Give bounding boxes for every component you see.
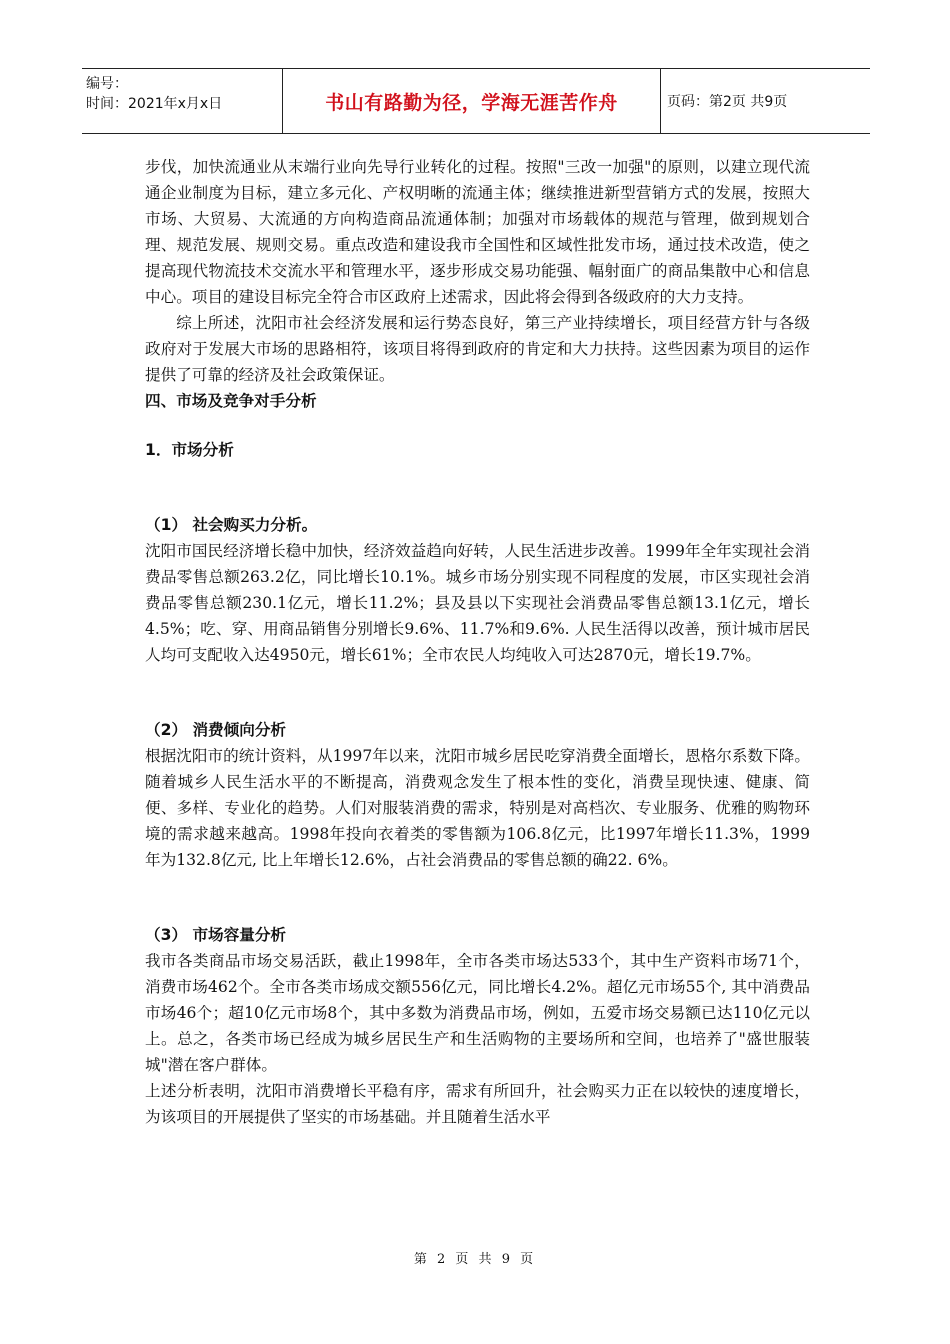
page-footer-number: 第 2 页 共 9 页 [413,1252,537,1267]
document-body [145,154,810,1130]
header-meta-cell [82,69,283,133]
header-motto: 书山有路勤为径，学海无涯苦作舟 [283,69,661,133]
paragraph-consumption-tendency: 根据沈阳市的统计资料，从1997年以来，沈阳市城乡居民吃穿消费全面增长，恩格尔系数下降。随着城乡人民生活水平的不断提高，消费观念发生了根本性的变化，消费呈现快速、健康、简便、多样、专业化的趋势。人们对服装消费的需求，特别是对高档次、专业服务、优雅的购物环境的需求越来越高。1998年投向衣着类的零售额为106.8亿元，比1997年增长11.3%，1999年为132.8亿元, 比上年增长12.6%，占社会消费品的零售总额的确22. 6%。 [145,747,810,869]
document-header [82,68,870,134]
document-date: 时间：2021年x月x日 [86,96,223,112]
header-page-code: 页码：第2页 共9页 [667,94,788,110]
paragraph-conclusion: 上述分析表明，沈阳市消费增长平稳有序，需求有所回升，社会购买力正在以较快的速度增长，为该项目的开展提供了坚实的市场基础。并且随着生活水平 [145,1082,810,1126]
paragraph-purchasing-power: 沈阳市国民经济增长稳中加快，经济效益趋向好转，人民生活进步改善。1999年全年实现社会消费品零售总额263.2亿，同比增长10.1%。城乡市场分别实现不同程度的发展，市区实现社会消费品零售总额230.1亿元，增长11.2%；县及县以下实现社会消费品零售总额13.1亿元，增长4.5%；吃、穿、用商品销售分别增长9.6%、11.7%和9.6%. 人民生活得以改善，预计城市居民人均可支配收入达4950元，增长61%；全市农民人均纯收入可达2870元，增长19.7%。 [145,542,810,664]
item-heading-purchasing-power: （1） 社会购买力分析。 [145,516,318,534]
section-heading-market-competition: 四、市场及竞争对手分析 [145,392,317,410]
item-heading-market-capacity: （3） 市场容量分析 [145,926,287,944]
item-heading-consumption-tendency: （2） 消费倾向分析 [145,721,287,739]
document-number-label: 编号： [86,76,128,92]
subsection-heading-market-analysis: 1．市场分析 [145,441,234,459]
paragraph-market-capacity: 我市各类商品市场交易活跃，截止1998年，全市各类市场达533个，其中生产资料市场71个，消费市场462个。全市各类市场成交额556亿元，同比增长4.2%。超亿元市场55个, 其中消费品市场46个；超10亿元市场8个，其中多数为消费品市场，例如，五爱市场交易额已达110亿元以上。总之，各类市场已经成为城乡居民生产和生活购物的主要场所和空间，也培养了"盛世服装城"潜在客户群体。 [145,952,810,1074]
paragraph-continuation: 步伐，加快流通业从末端行业向先导行业转化的过程。按照"三改一加强"的原则，以建立现代流通企业制度为目标，建立多元化、产权明晰的流通主体；继续推进新型营销方式的发展，按照大市场、大贸易、大流通的方向构造商品流通体制；加强对市场载体的规范与管理，做到规划合理、规范发展、规则交易。重点改造和建设我市全国性和区域性批发市场，通过技术改造，使之提高现代物流技术交流水平和管理水平，逐步形成交易功能强、幅射面广的商品集散中心和信息中心。项目的建设目标完全符合市区政府上述需求，因此将会得到各级政府的大力支持。 [145,158,810,306]
paragraph-summary: 综上所述，沈阳市社会经济发展和运行势态良好，第三产业持续增长，项目经营方针与各级政府对于发展大市场的思路相符，该项目将得到政府的肯定和大力扶持。这些因素为项目的运作提供了可靠的经济及社会政策保证。 [145,314,810,384]
